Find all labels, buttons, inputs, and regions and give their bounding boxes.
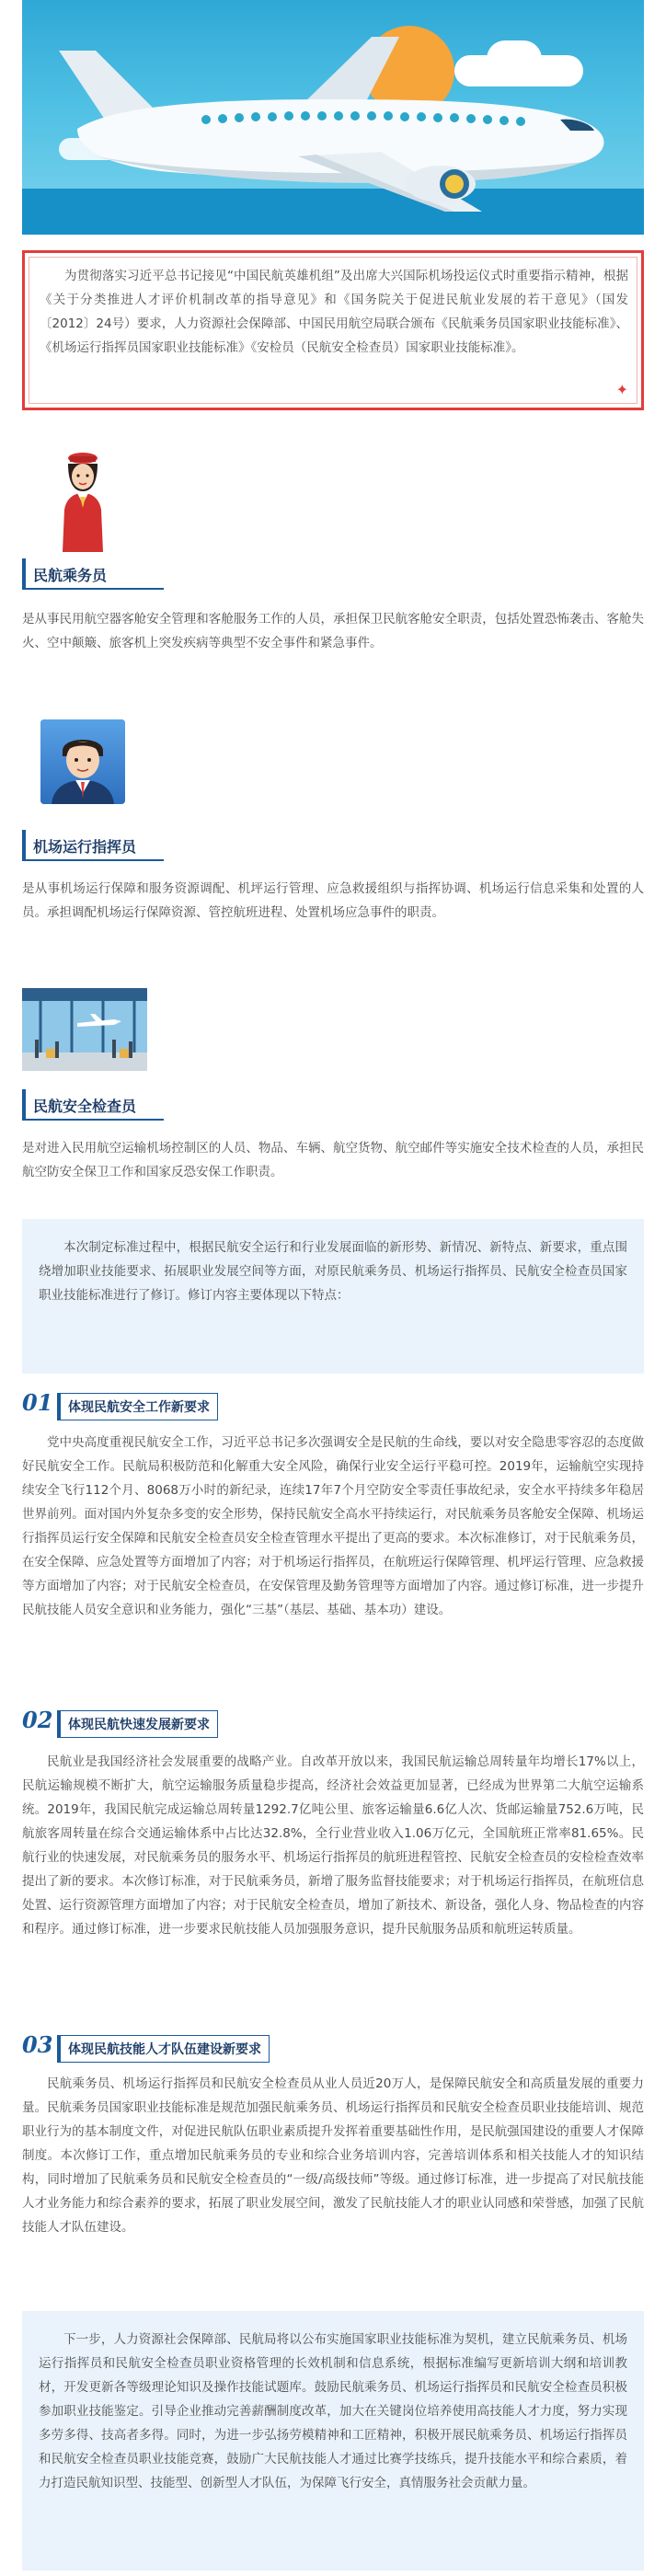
header-illustration (22, 0, 644, 235)
section-body: 民航业是我国经济社会发展重要的战略产业。自改革开放以来，我国民航运输总周转量年均增长17%以上，民航运输规模不断扩大，航空运输服务质量稳步提高，经济社会效益更加显著，已经成为世界第二大航空运输系统。2019年，我国民航完成运输总周转量1292.7亿吨公里、旅客运输量6.6亿人次、货邮运输量752.6万吨，民航旅客周转量在综合交通运输体系中占比达32.8%，全行业营业收入1.06万亿元，全国航班正常率81.65%。民航行业的快速发展，对民航乘务员的服务水平、机场运行指挥员的航班进程管控、民航安全检查员的安检检查效率提出了新的要求。本次修订标准，对于民航乘务员，新增了服务监督技能要求；对于机场运行指挥员，在航班信息处置、运行资源管理方面增加了内容；对于民航安全检查员，增加了新技术、新设备，强化人身、物品检查的内容和程序。通过修订标准，进一步要求民航技能人员加强服务意识，提升民航服务品质和航班运转质量。 (22, 1754, 644, 1937)
next-steps-panel (22, 2311, 644, 2570)
title-accent-bar (22, 830, 26, 861)
title-underline (26, 588, 164, 590)
airport-terminal-icon (22, 988, 147, 1071)
intro-paragraph: 为贯彻落实习近平总书记接见“中国民航英雄机组”及出席大兴国际机场投运仪式时重要指示精神，根据《关于分类推进人才评价机制改革的指导意见》和《国务院关于促进民航业发展的若干意见》（国发〔2012〕24号）要求，人力资源社会保障部、中国民用航空局联合颁布《民航乘务员国家职业技能标准》、《机场运行指挥员国家职业技能标准》《安检员（民航安全检查员）国家职业技能标准》。 (40, 269, 628, 355)
section-number: 02 (22, 1707, 53, 1733)
title-accent-bar (22, 558, 26, 590)
section-number: 03 (22, 2031, 53, 2058)
intro-frame (22, 250, 644, 410)
title-accent-bar (22, 1089, 26, 1121)
airport-commander-icon (40, 719, 125, 804)
section-body: 民航乘务员、机场运行指挥员和民航安全检查员从业人员近20万人，是保障民航安全和高质量发展的重要力量。民航乘务员国家职业技能标准是规范加强民航乘务员、机场运行指挥员和民航安全检查员职业技能培训、规范职业行为的基本制度文件，对促进民航队伍职业素质提升发挥着重要基础性作用，是民航强国建设的重要人才保障制度。本次修订工作，重点增加民航乘务员的专业和综合业务培训内容，完善培训体系和相关技能人才的知识结构，同时增加了民航乘务员和民航安全检查员的“一级/高级技师”等级。通过修订标准，进一步提高了对民航技能人才业务能力和综合素养的要求，拓展了职业发展空间，激发了民航技能人才的职业认同感和荣誉感，加强了民航技能人才队伍建设。 (22, 2076, 644, 2235)
section-label: 体现民航快速发展新要求 (57, 1710, 218, 1738)
role-title-text: 民航安全检查员 (33, 1098, 137, 1115)
revision-summary-panel (22, 1219, 644, 1374)
revision-summary-text: 本次制定标准过程中，根据民航安全运行和行业发展面临的新形势、新情况、新特点、新要求，重点围绕增加职业技能要求、拓展职业发展空间等方面，对原民航乘务员、机场运行指挥员、民航安全检查员国家职业技能标准进行了修订。修订内容主要体现以下特点： (39, 1240, 627, 1303)
role-description: 是从事民用航空器客舱安全管理和客舱服务工作的人员，承担保卫民航客舱安全职责，包括处置恐怖袭击、客舱失火、空中颠簸、旅客机上突发疾病等典型不安全事件和紧急事件。 (22, 612, 644, 650)
sparkle-icon: ✦ (615, 381, 628, 398)
section-number: 01 (22, 1389, 53, 1416)
section-body: 党中央高度重视民航安全工作，习近平总书记多次强调安全是民航的生命线，要以对安全隐患零容忍的态度做好民航安全工作。民航局积极防范和化解重大安全风险，确保行业安全运行平稳可控。2019年，运输航空实现持续安全飞行112个月、8068万小时的新纪录，连续17年7个月空防安全零责任事故纪录，安全水平持续多年稳居世界前列。面对国内外复杂多变的安全形势，保持民航安全高水平持续运行，对民航乘务员客舱安全保障、机场运行指挥员运行安全保障和民航安全检查员安全检查管理水平提出了更高的要求。本次标准修订，对于民航乘务员，在安全保障、应急处置等方面增加了内容；对于机场运行指挥员，在航班运行保障管理、机坪运行管理、应急救援等方面增加了内容；对于民航安全检查员，在安保管理及勤务管理等方面增加了内容。通过修订标准，进一步提升民航技能人员安全意识和业务能力，强化“三基”（基层、基础、基本功）建设。 (22, 1435, 644, 1617)
title-underline (26, 859, 164, 861)
section-label: 体现民航安全工作新要求 (57, 1393, 218, 1420)
role-description: 是从事机场运行保障和服务资源调配、机坪运行管理、应急救援组织与指挥协调、机场运行信息采集和处置的人员。承担调配机场运行保障资源、管控航班进程、处置机场应急事件的职责。 (22, 881, 644, 920)
role-title-text: 机场运行指挥员 (33, 838, 137, 856)
title-underline (26, 1119, 164, 1121)
role-description: 是对进入民用航空运输机场控制区的人员、物品、车辆、航空货物、航空邮件等实施安全技术检查的人员，承担民航空防安全保卫工作和国家反恐安保工作职责。 (22, 1141, 644, 1179)
role-title-text: 民航乘务员 (33, 567, 108, 584)
airplane-icon (22, 0, 644, 235)
flight-attendant-icon (55, 451, 110, 552)
section-label: 体现民航技能人才队伍建设新要求 (57, 2035, 270, 2063)
next-steps-text: 下一步，人力资源社会保障部、民航局将以公布实施国家职业技能标准为契机，建立民航乘务员、机场运行指挥员和民航安全检查员职业资格管理的长效机制和信息系统，根据标准编写更新培训大纲和培训教材，开发更新各等级理论知识及操作技能试题库。鼓励民航乘务员、机场运行指挥员和民航安全检查员积极参加职业技能鉴定。引导企业推动完善薪酬制度改革，加大在关键岗位培养使用高技能人才力度，努力实现多劳多得、技高者多得。同时，为进一步弘扬劳模精神和工匠精神，积极开展民航乘务员、机场运行指挥员和民航安全检查员职业技能竞赛，鼓励广大民航技能人才通过比赛学技练兵，提升技能水平和综合素质，着力打造民航知识型、技能型、创新型人才队伍，为保障飞行安全，真情服务社会贡献力量。 (39, 2332, 627, 2490)
